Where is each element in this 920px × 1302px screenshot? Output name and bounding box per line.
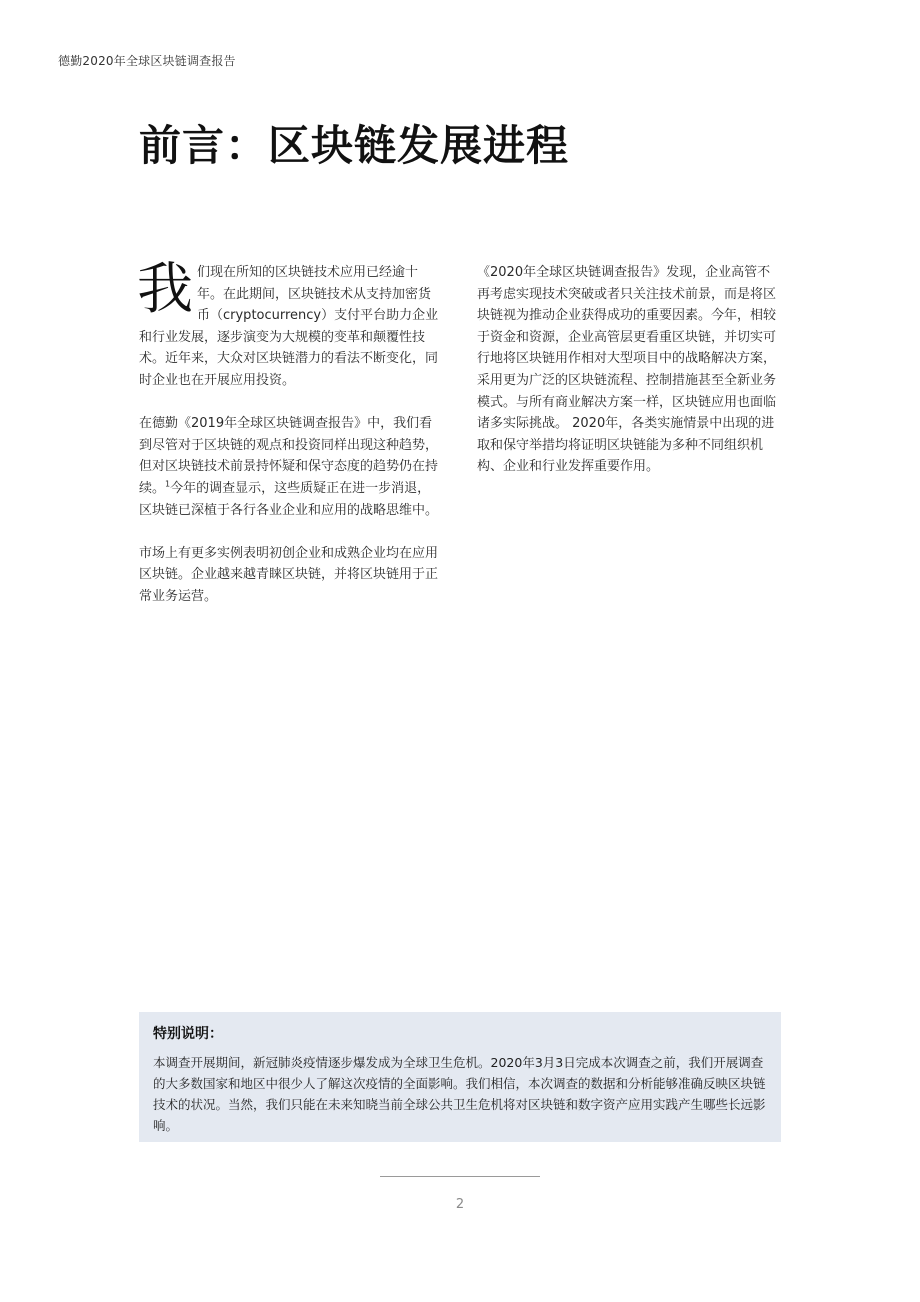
left-column — [137, 257, 439, 629]
notice-title: 特别说明： — [153, 1026, 223, 1042]
intro-paragraph — [137, 257, 439, 392]
market-paragraph: 市场上有更多实例表明初创企业和成熟企业均在应用区块链。企业越来越青睐区块链，并将区块链用于正常业务运营。 — [139, 545, 439, 604]
intro-paragraph-text: 们现在所知的区块链技术应用已经逾十年。在此期间，区块链技术从支持加密货币（cryptocurrency）支付平台助力企业和行业发展，逐步演变为大规模的变革和颠覆性技术。近年来，大众对区块链潜力的看法不断变化，同时企业也在开展应用投资。 — [139, 265, 439, 388]
survey-2019-text-a: 在德勤《2019年全球区块链调查报告》中，我们看到尽管对于区块链的观点和投资同样出现这种趋势，但对区块链技术前景持怀疑和保守态度的趋势仍在持续。 — [139, 416, 439, 496]
page-number: 2 — [455, 1197, 465, 1212]
right-column — [477, 262, 781, 500]
special-notice-box — [139, 1012, 781, 1142]
survey-2019-text-b: 今年的调查显示，这些质疑正在进一步消退，区块链已深植于各行各业企业和应用的战略思维中。 — [139, 480, 439, 518]
drop-cap: 我 — [137, 257, 193, 322]
running-header: 德勤2020年全球区块链调查报告 — [58, 54, 236, 68]
footer-divider — [380, 1176, 540, 1177]
page-title: 前言：区块链发展进程 — [139, 121, 570, 170]
findings-paragraph: 《2020年全球区块链调查报告》发现，企业高管不再考虑实现技术突破或者只关注技术前景，而是将区块链视为推动企业获得成功的重要因素。今年，相较于资金和资源，企业高管层更看重区块链，并切实可行地将区块链用作相对大型项目中的战略解决方案，采用更为广泛的区块链流程、控制措施甚至全新业务模式。与所有商业解决方案一样，区块链应用也面临诸多实际挑战。 2020年，各类实施情景中出现的进取和保守举措均将证明区块链能为多种不同组织机构、企业和行业发挥重要作用。 — [477, 265, 777, 475]
notice-body: 本调查开展期间，新冠肺炎疫情逐步爆发成为全球卫生危机。2020年3月3日完成本次调查之前，我们开展调查的大多数国家和地区中很少人了解这次疫情的全面影响。我们相信，本次调查的数据和分析能够准确反映区块链技术的状况。当然，我们只能在未来知晓当前全球公共卫生危机将对区块链和数字资产应用实践产生哪些长远影响。 — [153, 1055, 766, 1133]
footnote-marker: 1 — [165, 479, 171, 489]
survey-2019-paragraph — [139, 413, 439, 521]
